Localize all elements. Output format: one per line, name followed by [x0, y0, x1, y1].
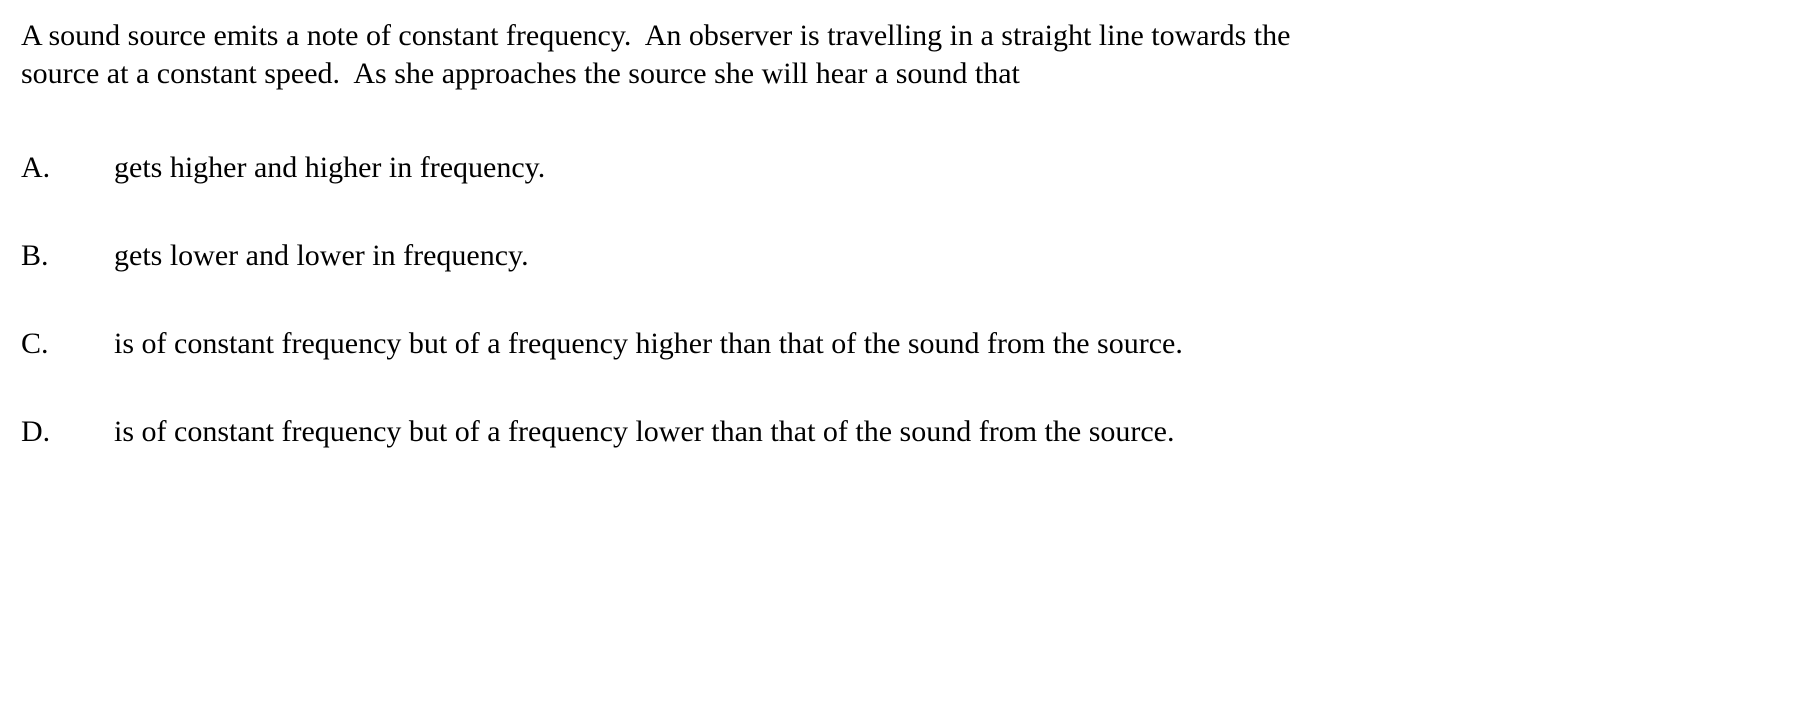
option-a-letter: A.	[21, 151, 51, 184]
option-b-letter: B.	[21, 239, 49, 272]
option-d-letter: D.	[21, 415, 51, 448]
question-stem	[21, 17, 1779, 93]
option-b-text: gets lower and lower in frequency.	[114, 239, 529, 272]
option-c-letter: C.	[21, 327, 49, 360]
question-stem-line-1: A sound source emits a note of constant frequency. An observer is travelling in a straight line towards the	[21, 19, 1291, 52]
option-d-text: is of constant frequency but of a frequency lower than that of the sound from the source.	[114, 415, 1175, 448]
answer-options	[21, 149, 1779, 451]
option-c	[21, 325, 1779, 363]
option-c-text: is of constant frequency but of a frequency higher than that of the sound from the source.	[114, 327, 1183, 360]
option-a	[21, 149, 1779, 187]
question-stem-line-2: source at a constant speed. As she approaches the source she will hear a sound that	[21, 57, 1020, 90]
option-a-text: gets higher and higher in frequency.	[114, 151, 546, 184]
option-d	[21, 413, 1779, 451]
option-b	[21, 237, 1779, 275]
